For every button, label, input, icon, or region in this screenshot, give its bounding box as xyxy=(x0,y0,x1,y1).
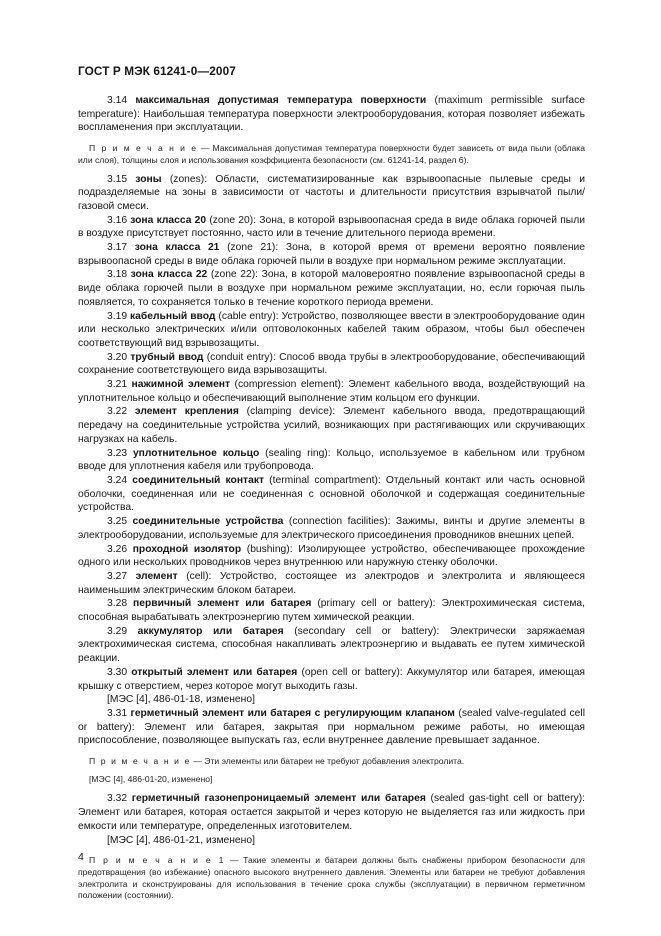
term: проходной изолятор xyxy=(132,543,242,555)
definition-item xyxy=(78,666,585,693)
definition-text: (secondary cell or battery): Электрически заряжаемая электрохимическая система, способная накапливать электроэнергию и выдавать ее путем химической реакции. xyxy=(78,625,585,665)
note-text: — Максимальная допустимая температура поверхности будет зависеть от вида пыли (облака или слоя), толщины слоя и использования коэффициента безопасности (см. 61241-14, раздел 6). xyxy=(78,143,585,165)
definition-text: (cable entry): Устройство, позволяющее ввести в электрооборудование один или несколько электрических и/или оптоволоконных кабелей таким образом, чтобы был обеспечен соответствующий вид взрывозащиты. xyxy=(78,310,585,349)
item-number: 3.27 xyxy=(107,570,128,582)
item-number: 3.14 xyxy=(107,95,128,106)
item-number: 3.29 xyxy=(107,625,128,637)
definition-item xyxy=(78,792,585,833)
item-number: 3.26 xyxy=(107,543,128,555)
item-number: 3.18 xyxy=(107,269,128,281)
definition-text: (open cell or battery): Аккумулятор или батарея, имеющая крышку с отверстием, через которое могут выходить газы. xyxy=(78,666,585,692)
term: трубный ввод xyxy=(130,351,204,363)
term: кабельный ввод xyxy=(130,310,216,322)
term: зона класса 22 xyxy=(130,269,208,281)
item-number: 3.25 xyxy=(107,516,128,528)
definition-item xyxy=(78,543,585,570)
item-number: 3.30 xyxy=(107,666,128,678)
page-number: 4 xyxy=(78,851,84,863)
term: уплотнительное кольцо xyxy=(132,447,260,459)
definition-item xyxy=(78,241,585,268)
reference: [МЭС [4], 486-01-18, изменено] xyxy=(107,694,255,706)
definition-text: (zones): Области, систематизированные как взрывоопасные пылевые среды и подразделяемые на зоны в зависимости от частоты и длительности присутствия взрывчатой пыли/ газовой смеси. xyxy=(78,173,585,212)
definition-item xyxy=(78,474,585,515)
item-number: 3.24 xyxy=(107,474,128,486)
definition-text: (zone 21): Зона, в которой время от времени вероятно появление взрывоопасной среды в виде облака горючей пыли в воздухе при нормальном режиме эксплуатации. xyxy=(78,242,585,267)
definition-text: (conduit entry): Способ ввода трубы в электрооборудование, обеспечивающий сохранение соответствующего вида взрывозащиты. xyxy=(78,351,585,377)
term: зоны xyxy=(135,173,162,185)
document-header: ГОСТ Р МЭК 61241-0—2007 xyxy=(78,64,236,78)
note-label: П р и м е ч а н и е 1 xyxy=(89,855,226,866)
definition-text: (sealed valve-regulated cell or battery): Элемент или батарея, закрытая при нормальном режиме работы, но имеющая приспособление, позволяющее выпускать газ, если внутреннее давление превышает заданное. xyxy=(78,707,585,747)
reference: [МЭС [4], 486-01-21, изменено] xyxy=(107,834,255,846)
definition-item xyxy=(78,405,585,446)
item-number: 3.15 xyxy=(107,173,128,185)
term: герметичный газонепроницаемый элемент или батарея xyxy=(131,793,426,805)
definition-text: (compression element): Элемент кабельного ввода, воздействующий на уплотнительное кольцо и обеспечивающий выполнение этим кольцом его функции. xyxy=(78,379,585,404)
note-text: — Эти элементы или батареи не требуют добавления электролита. xyxy=(190,756,465,767)
definition-text: (terminal compartment): Отдельный контакт или часть основной оболочки, соединенная или не соединенная с основной оболочкой и содержащая соединительные устройства. xyxy=(78,474,585,514)
term: соединительные устройства xyxy=(132,516,284,528)
item-number: 3.23 xyxy=(107,447,128,459)
definition-text: (sealing ring): Кольцо, используемое в кабельном или трубном вводе для уплотнения кабеля или трубопровода. xyxy=(78,447,585,473)
item-number: 3.21 xyxy=(107,379,128,391)
definition-text: (zone 22): Зона, в которой маловероятно появление взрывоопасной среды в виде облака горючей пыли в воздухе при нормальном режиме эксплуатации, но, если горючая пыль появляется, то сохраняется только в течение короткого периода времени. xyxy=(78,269,585,308)
definition-text: (primary cell or battery): Электрохимическая система, способная вырабатывать электроэнергию путем химической реакции. xyxy=(78,598,585,624)
item-number: 3.16 xyxy=(107,214,128,226)
definition-item xyxy=(78,570,585,597)
term: зона класса 20 xyxy=(130,214,207,226)
term: максимальная допустимая температура поверхности xyxy=(135,95,427,106)
definition-item xyxy=(78,94,585,135)
item-number: 3.28 xyxy=(107,598,128,610)
note-label: П р и м е ч а н и е xyxy=(89,143,198,154)
item-number: 3.22 xyxy=(107,406,128,418)
term: соединительный контакт xyxy=(132,474,265,486)
term: аккумулятор или батарея xyxy=(137,625,284,637)
definition-item xyxy=(78,310,585,351)
definition-item xyxy=(78,351,585,378)
definition-item xyxy=(78,173,585,214)
definition-item xyxy=(78,268,585,309)
note xyxy=(78,756,585,768)
definition-item xyxy=(78,447,585,474)
definition-text: (cell): Устройство, состоящее из электродов и электролита и являющееся наименьшим электрическим блоком батареи. xyxy=(78,570,585,596)
item-number: 3.19 xyxy=(107,310,128,322)
document-body xyxy=(78,94,585,908)
definition-item xyxy=(78,515,585,542)
term: зона класса 21 xyxy=(134,242,220,254)
item-number: 3.20 xyxy=(107,351,128,363)
term: открытый элемент или батарея xyxy=(131,666,298,678)
definition-text: (maximum permissible surface temperature): Наибольшая температура поверхности электрооборудования, которая позволяет избежать воспламенения при эксплуатации. xyxy=(78,95,585,134)
definition-text: (bushing): Изолирующее устройство, обеспечивающее прохождение одного или нескольких проводников через внутреннюю или наружную стенку оболочки. xyxy=(78,543,585,569)
definition-text: (sealed gas-tight cell or battery): Элемент или батарея, которая остается закрытой и через которую не выделяется газ или жидкость при емкости или температуре, определенных изготовителем. xyxy=(78,793,585,832)
definition-text: (connection facilities): Зажимы, винты и другие элементы в электрооборудовании, используемые для электрического присоединения проводников внешних цепей. xyxy=(78,516,585,541)
definition-item xyxy=(78,214,585,241)
definition-item xyxy=(78,707,585,748)
term: элемент xyxy=(135,570,178,582)
note xyxy=(78,143,585,166)
item-number: 3.32 xyxy=(107,793,128,805)
term: нажимной элемент xyxy=(131,379,231,391)
term: элемент крепления xyxy=(134,406,239,418)
term: первичный элемент или батарея xyxy=(133,598,312,610)
item-number: 3.31 xyxy=(107,707,128,719)
note-label: П р и м е ч а н и е xyxy=(89,756,191,767)
note xyxy=(78,855,585,902)
definition-item xyxy=(78,378,585,405)
definition-text: (zone 20): Зона, в которой взрывоопасная среда в виде облака горючей пыли в воздухе присутствует постоянно, часто или в течение длительного периода времени. xyxy=(78,214,585,240)
item-number: 3.17 xyxy=(107,242,128,254)
definition-item xyxy=(78,625,585,666)
term: герметичный элемент или батарея с регулирующим клапаном xyxy=(130,707,455,719)
note-reference: [МЭС [4], 486-01-20, изменено] xyxy=(89,773,213,784)
note-text: — Такие элементы и батареи должны быть снабжены прибором безопасности для предотвращения (во избежание) опасного высокого внутреннего давления. Элементы или батареи не требуют добавления электролита и сконструированы для использования в течение срока службы (эксплуатации) в первичном герметичном положении (состоянии). xyxy=(78,855,585,901)
definition-item xyxy=(78,597,585,624)
definition-text: (clamping device): Элемент кабельного ввода, предотвращающий передачу на соединительные устройства усилий, возникающих при растягивающих или скручивающих нагрузках на кабель. xyxy=(78,406,585,445)
